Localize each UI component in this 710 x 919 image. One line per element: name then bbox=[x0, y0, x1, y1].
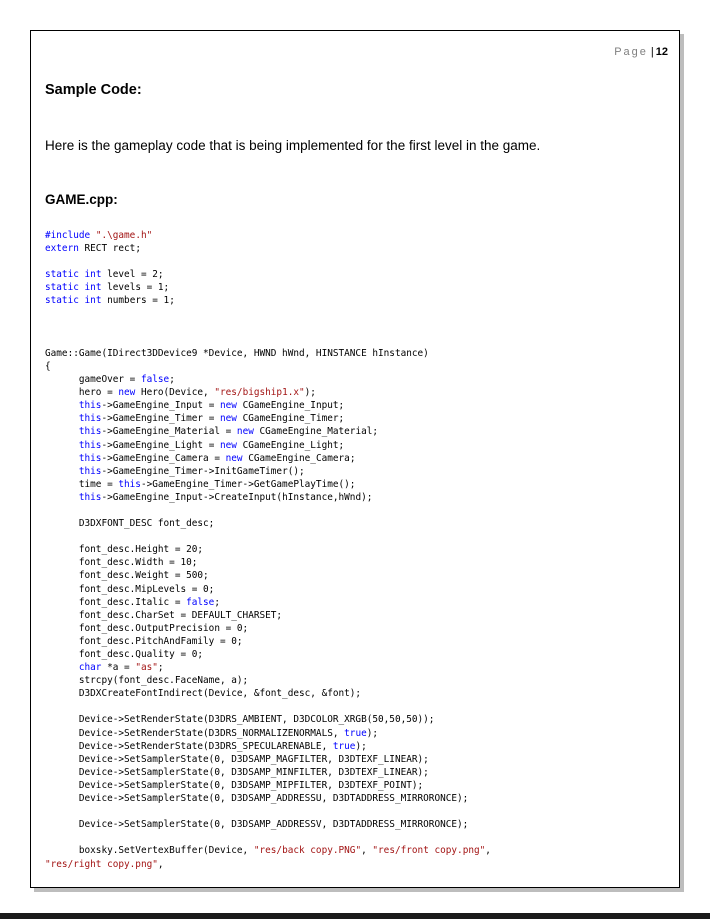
code-line bbox=[45, 779, 491, 792]
code-token: gameOver = bbox=[45, 374, 141, 386]
file-heading: GAME.cpp: bbox=[45, 192, 118, 207]
code-line bbox=[45, 334, 491, 347]
code-line bbox=[45, 818, 491, 831]
code-token: ; bbox=[214, 596, 220, 608]
code-token: new bbox=[219, 413, 237, 425]
code-token: this bbox=[118, 478, 141, 490]
code-line bbox=[45, 543, 491, 556]
code-line bbox=[45, 255, 491, 268]
code-token: static bbox=[45, 269, 79, 281]
code-token: CGameEngine_Timer; bbox=[236, 413, 345, 425]
code-token bbox=[45, 466, 79, 477]
code-token: false bbox=[186, 596, 215, 608]
code-token: Device->SetSamplerState(0, D3DSAMP_ADDRESSU, D3DTADDRESS_MIRRORONCE); bbox=[45, 793, 469, 805]
code-token: numbers = 1; bbox=[101, 295, 175, 307]
code-token: ); bbox=[366, 727, 379, 739]
code-line bbox=[45, 858, 491, 871]
code-token: true bbox=[344, 727, 367, 739]
code-line bbox=[45, 609, 491, 622]
code-token: int bbox=[84, 282, 102, 294]
code-token: , bbox=[485, 845, 491, 857]
code-line bbox=[45, 268, 491, 281]
code-line bbox=[45, 727, 491, 740]
code-token: this bbox=[78, 439, 102, 451]
code-token: "as" bbox=[135, 662, 158, 674]
code-token: ; bbox=[169, 374, 175, 386]
code-line bbox=[45, 700, 491, 713]
code-line bbox=[45, 465, 491, 478]
code-token: #include bbox=[45, 230, 96, 241]
code-token: Device->SetSamplerState(0, D3DSAMP_ADDRESSV, D3DTADDRESS_MIRRORONCE); bbox=[45, 819, 469, 831]
code-token bbox=[45, 413, 79, 424]
code-token: font_desc.PitchAndFamily = 0; bbox=[45, 635, 243, 647]
code-token: CGameEngine_Camera; bbox=[242, 452, 356, 464]
code-token: D3DXFONT_DESC font_desc; bbox=[45, 518, 215, 530]
code-token: int bbox=[84, 269, 102, 281]
intro-paragraph: Here is the gameplay code that is being implemented for the first level in the game. bbox=[45, 138, 541, 153]
code-token: strcpy(font_desc.FaceName, a); bbox=[45, 675, 249, 687]
code-token: ->GameEngine_Timer->GetGamePlayTime(); bbox=[140, 478, 356, 490]
code-token: Game::Game(IDirect3DDevice9 *Device, HWND hWnd, HINSTANCE hInstance) bbox=[45, 347, 429, 359]
code-line bbox=[45, 635, 491, 648]
code-token bbox=[45, 662, 79, 673]
code-token: static bbox=[45, 295, 79, 307]
code-line bbox=[45, 321, 491, 334]
code-line bbox=[45, 399, 491, 412]
code-token: int bbox=[84, 295, 102, 307]
code-line bbox=[45, 425, 491, 438]
code-line bbox=[45, 687, 491, 700]
code-token: Device->SetRenderState(D3DRS_NORMALIZENORMALS, bbox=[45, 727, 345, 739]
code-token: levels = 1; bbox=[101, 282, 170, 294]
code-token: ->GameEngine_Material = bbox=[101, 426, 237, 438]
code-line bbox=[45, 504, 491, 517]
code-token bbox=[45, 492, 79, 503]
code-token: ->GameEngine_Camera = bbox=[101, 452, 226, 464]
code-token: new bbox=[225, 452, 243, 464]
code-token: this bbox=[78, 452, 102, 464]
page-number: 12 bbox=[655, 46, 668, 58]
code-line bbox=[45, 844, 491, 857]
code-line bbox=[45, 674, 491, 687]
code-token: CGameEngine_Light; bbox=[236, 439, 345, 451]
code-line bbox=[45, 386, 491, 399]
code-token: font_desc.OutputPrecision = 0; bbox=[45, 622, 249, 634]
code-line bbox=[45, 792, 491, 805]
bottom-strip bbox=[0, 913, 710, 919]
code-token: D3DXCreateFontIndirect(Device, &font_desc, &font); bbox=[45, 688, 362, 700]
code-token: ->GameEngine_Light = bbox=[101, 439, 220, 451]
code-line bbox=[45, 242, 491, 255]
code-line bbox=[45, 360, 491, 373]
code-token: this bbox=[78, 400, 102, 412]
code-line bbox=[45, 713, 491, 726]
code-token: new bbox=[236, 426, 254, 438]
code-line bbox=[45, 622, 491, 635]
code-line bbox=[45, 569, 491, 582]
code-token: ->GameEngine_Timer->InitGameTimer(); bbox=[101, 465, 305, 477]
code-token: new bbox=[118, 387, 136, 399]
code-token: ->GameEngine_Input->CreateInput(hInstance,hWnd); bbox=[101, 491, 373, 503]
code-line bbox=[45, 766, 491, 779]
code-line bbox=[45, 229, 491, 242]
code-token: static bbox=[45, 282, 79, 294]
page-header bbox=[614, 46, 668, 58]
code-line bbox=[45, 347, 491, 360]
code-token: time = bbox=[45, 478, 119, 490]
code-token bbox=[45, 440, 79, 451]
code-token: *a = bbox=[101, 662, 136, 674]
page-shadow-right bbox=[680, 34, 684, 892]
code-token bbox=[45, 400, 79, 411]
code-token: ; bbox=[157, 662, 164, 674]
code-token: font_desc.Quality = 0; bbox=[45, 649, 204, 660]
code-token: , bbox=[157, 858, 164, 870]
code-token: "res/front copy.png" bbox=[372, 845, 486, 857]
code-line bbox=[45, 831, 491, 844]
code-token: , bbox=[361, 845, 373, 857]
code-line bbox=[45, 661, 491, 674]
code-token: this bbox=[78, 491, 102, 503]
code-line bbox=[45, 517, 491, 530]
code-line bbox=[45, 556, 491, 569]
code-line bbox=[45, 452, 491, 465]
code-token: Device->SetSamplerState(0, D3DSAMP_MIPFILTER, D3DTEXF_POINT); bbox=[45, 779, 424, 791]
code-token: this bbox=[78, 465, 102, 477]
code-token: Device->SetRenderState(D3DRS_SPECULARENABLE, bbox=[45, 740, 333, 752]
page-separator: | bbox=[650, 46, 654, 58]
code-token: font_desc.Weight = 500; bbox=[45, 570, 209, 582]
code-line bbox=[45, 583, 491, 596]
code-token: false bbox=[140, 374, 170, 386]
code-token: CGameEngine_Material; bbox=[253, 426, 379, 438]
code-token bbox=[45, 453, 79, 464]
code-token: boxsky.SetVertexBuffer(Device, bbox=[45, 845, 254, 857]
code-token: Hero(Device, bbox=[135, 387, 215, 399]
code-token: char bbox=[78, 662, 102, 674]
code-token: ->GameEngine_Input = bbox=[101, 400, 220, 412]
code-token: true bbox=[332, 740, 356, 752]
code-line bbox=[45, 740, 491, 753]
code-line bbox=[45, 281, 491, 294]
code-line bbox=[45, 648, 491, 661]
code-token: CGameEngine_Input; bbox=[236, 400, 345, 412]
code-line bbox=[45, 373, 491, 386]
code-token: ); bbox=[304, 387, 316, 399]
code-token: Device->SetRenderState(D3DRS_AMBIENT, D3DCOLOR_XRGB(50,50,50)); bbox=[45, 714, 435, 726]
code-line bbox=[45, 308, 491, 321]
page-label: Page bbox=[614, 46, 648, 58]
code-line bbox=[45, 294, 491, 307]
code-block bbox=[45, 229, 491, 871]
code-line bbox=[45, 805, 491, 818]
code-token: ); bbox=[355, 740, 367, 752]
code-token: "res/back copy.PNG" bbox=[253, 845, 362, 857]
code-line bbox=[45, 412, 491, 425]
code-token: level = 2; bbox=[101, 269, 164, 281]
page-shadow-bottom bbox=[34, 888, 684, 892]
code-token: RECT rect; bbox=[78, 243, 141, 255]
code-token: font_desc.Height = 20; bbox=[45, 544, 204, 556]
code-token: hero = bbox=[45, 387, 119, 399]
code-token: new bbox=[219, 400, 237, 412]
code-line bbox=[45, 530, 491, 543]
code-token: new bbox=[219, 439, 237, 451]
code-line bbox=[45, 753, 491, 766]
code-token: this bbox=[78, 413, 102, 425]
code-token: extern bbox=[45, 243, 79, 255]
code-token: "res/right copy.png" bbox=[45, 858, 158, 870]
code-token: { bbox=[45, 360, 51, 372]
code-line bbox=[45, 439, 491, 452]
code-token: Device->SetSamplerState(0, D3DSAMP_MAGFILTER, D3DTEXF_LINEAR); bbox=[45, 753, 429, 765]
code-token: font_desc.Italic = bbox=[45, 596, 187, 608]
code-line bbox=[45, 491, 491, 504]
code-token: ->GameEngine_Timer = bbox=[101, 413, 220, 425]
code-token: font_desc.CharSet = DEFAULT_CHARSET; bbox=[45, 609, 283, 621]
code-token: "res/bigship1.x" bbox=[214, 387, 305, 399]
sample-code-heading: Sample Code: bbox=[45, 82, 142, 98]
code-token: ".\game.h" bbox=[95, 230, 153, 241]
code-token bbox=[45, 426, 79, 437]
code-token: Device->SetSamplerState(0, D3DSAMP_MINFILTER, D3DTEXF_LINEAR); bbox=[45, 766, 429, 778]
code-token: this bbox=[78, 426, 102, 438]
code-token: font_desc.Width = 10; bbox=[45, 557, 198, 569]
code-line bbox=[45, 596, 491, 609]
code-token: font_desc.MipLevels = 0; bbox=[45, 583, 215, 595]
code-line bbox=[45, 478, 491, 491]
